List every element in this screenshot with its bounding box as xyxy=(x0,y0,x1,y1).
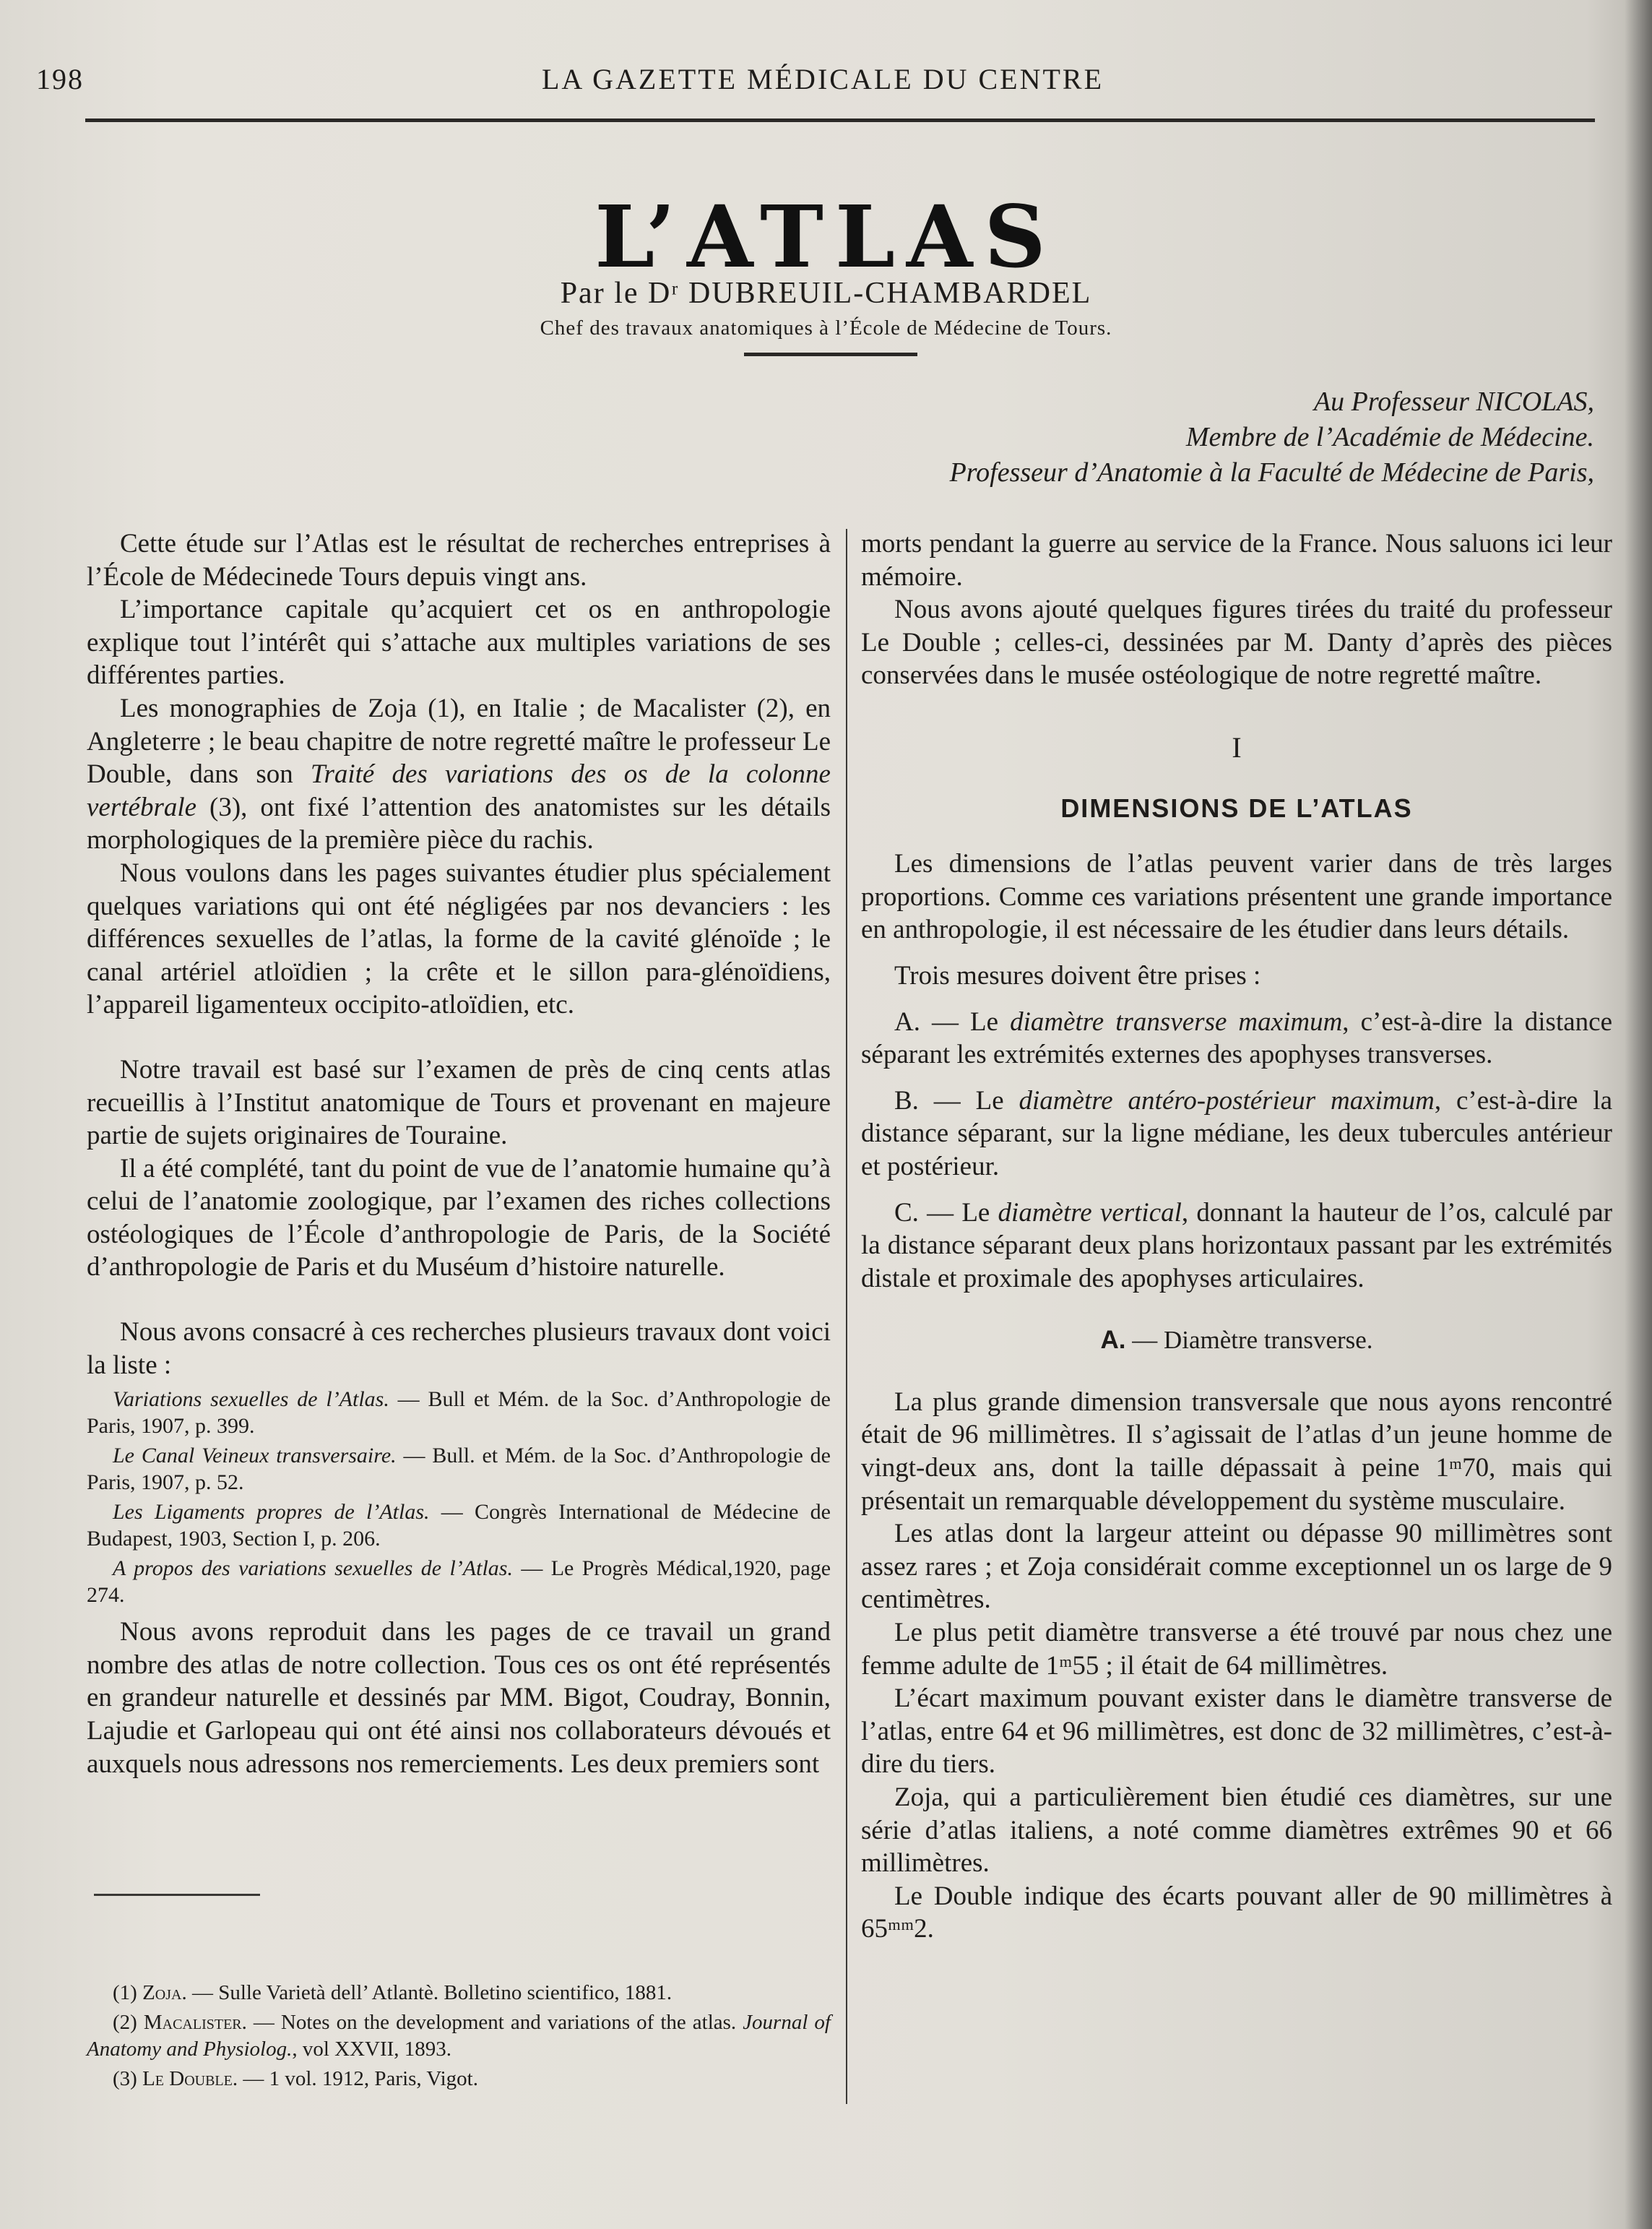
measure-term: diamètre antéro-postérieur maximum xyxy=(1019,1085,1435,1116)
paragraph: Le plus petit diamètre transverse a été trouvé par nous chez une femme adulte de 1ᵐ55 ; il était de 64 millimètres. xyxy=(861,1618,1612,1681)
bibliography-title: Variations sexuelles de l’Atlas. xyxy=(113,1387,389,1412)
footnote-mark: (3) xyxy=(113,2067,143,2090)
bibliography-item xyxy=(87,1499,831,1552)
paragraph: Les atlas dont la largeur atteint ou dépasse 90 millimètres sont assez rares ; et Zoja considérait comme exceptionnel un os large de 9 centimètres. xyxy=(861,1519,1612,1615)
text-run: (3), ont fixé l’attention des anatomistes sur les détails morphologiques de la première pièce du rachis. xyxy=(87,792,831,855)
footnote-text: , vol XXVII, 1893. xyxy=(292,2038,452,2061)
paragraph: Les dimensions de l’atlas peuvent varier dans de très larges proportions. Comme ces variations présentent une grande importance en anthropologie, il est nécessaire de les étudier dans leurs détails. xyxy=(861,849,1612,945)
paragraph: Nous avons consacré à ces recherches plusieurs travaux dont voici la liste : xyxy=(87,1317,831,1380)
paragraph: Notre travail est basé sur l’examen de près de cinq cents atlas recueillis à l’Institut anatomique de Tours et provenant en majeure partie de sujets originaires de Touraine. xyxy=(87,1054,831,1151)
footnote-text: — Sulle Varietà dell’ Atlantè. Bolletino scientifico, 1881. xyxy=(186,1981,673,2004)
footnote xyxy=(87,2009,831,2063)
text-run: A. — Le xyxy=(894,1006,1011,1037)
footnote-author: Zoja. xyxy=(142,1981,187,2004)
journal-title: LA GAZETTE MÉDICALE DU CENTRE xyxy=(542,63,1104,95)
measure-c xyxy=(861,1197,1612,1295)
footnote-journal: Journal of Anatomy and Physiolog. xyxy=(87,2011,831,2061)
bibliography-reference: — Congrès International de Médecine de Budapest, 1903, Section I, p. 206. xyxy=(87,1500,831,1551)
footnote xyxy=(87,1980,831,2006)
subsection-title: — Diamètre transverse. xyxy=(1125,1326,1373,1355)
dedication-line: Au Professeur NICOLAS, xyxy=(1313,387,1594,417)
bibliography-title: A propos des variations sexuelles de l’Atlas. xyxy=(113,1556,513,1581)
page-number: 198 xyxy=(36,63,84,95)
bibliography-reference: — Bull et Mém. de la Soc. d’Anthropologie de Paris, 1907, p. 399. xyxy=(87,1387,831,1439)
footnote-author: Le Double. xyxy=(142,2067,238,2090)
paragraph: La plus grande dimension transversale que nous ayons rencontré était de 96 millimètres. Il s’agissait de l’atlas d’un jeune homme de vingt-deux ans, dont la taille dépassait à peine 1ᵐ70, mais qui présentait un remarquable développement du système musculaire. xyxy=(861,1387,1612,1516)
footnote-mark: (2) xyxy=(113,2011,144,2034)
bibliography-title: Le Canal Veineux transversaire. xyxy=(113,1444,397,1468)
bibliography-item xyxy=(87,1555,831,1608)
bibliography-title: Les Ligaments propres de l’Atlas. xyxy=(113,1500,430,1525)
text-run: , c’est-à-dire la distance séparant, sur la ligne médiane, les deux tubercules antérieur et postérieur. xyxy=(861,1085,1613,1181)
dedication-line: Professeur d’Anatomie à la Faculté de Médecine de Paris, xyxy=(949,457,1594,488)
measure-a xyxy=(861,1006,1612,1072)
paragraph: Trois mesures doivent être prises : xyxy=(894,960,1261,991)
header-rule xyxy=(85,118,1595,122)
footnote-mark: (1) xyxy=(113,1981,143,2004)
text-run: C. — Le xyxy=(894,1197,998,1228)
italic-title: Traité des variations des os de la colonne vertébrale xyxy=(87,759,831,822)
author-affiliation: Chef des travaux anatomiques à l’École de Médecine de Tours. xyxy=(540,316,1112,340)
paragraph: Nous voulons dans les pages suivantes étudier plus spécialement quelques variations qui ont été négligées par nos devanciers : les différences sexuelles de l’atlas, la forme de la cavité glénoïde ; le canal artériel atloïdien ; la crête et le sillon para-glénoïdiens, l’appareil ligamenteux occipito-atloïdien, etc. xyxy=(87,858,831,1020)
article-title: L’ATLAS xyxy=(594,186,1058,287)
paragraph: Il a été complété, tant du point de vue de l’anatomie humaine qu’à celui de l’anatomie zoologique, par l’examen des riches collections ostéologiques de l’École d’anthropologie de Paris, de la Société d’anthropologie de Paris et du Muséum d’histoire naturelle. xyxy=(87,1153,831,1282)
section-title: DIMENSIONS DE L’ATLAS xyxy=(1060,793,1413,823)
dedication-line: Membre de l’Académie de Médecine. xyxy=(1185,422,1594,452)
footnote-author: Macalister. xyxy=(143,2011,247,2034)
text-run: , donnant la hauteur de l’os, calculé par la distance séparant deux plans horizontaux passant par les extrémités distale et proximale des apophyses articulaires. xyxy=(861,1197,1613,1293)
running-head xyxy=(36,62,1596,105)
measure-b xyxy=(861,1085,1612,1184)
subsection-heading xyxy=(861,1324,1612,1357)
text-run: , c’est-à-dire la distance séparant les extrémités externes des apophyses transverses. xyxy=(861,1006,1612,1070)
subsection-letter: A. xyxy=(1100,1326,1126,1355)
bibliography-list xyxy=(87,1386,831,1608)
paragraph: Cette étude sur l’Atlas est le résultat de recherches entreprises à l’École de Médecinede Tours depuis vingt ans. xyxy=(87,529,831,592)
footnote-text: — 1 vol. 1912, Paris, Vigot. xyxy=(238,2067,478,2090)
paragraph: L’importance capitale qu’acquiert cet os en anthropologie explique tout l’intérêt qui s’attache aux multiples variations de ses différentes parties. xyxy=(87,595,831,691)
footnotes xyxy=(87,1980,831,2095)
left-column xyxy=(87,527,831,1780)
bibliography-reference: — Bull. et Mém. de la Soc. d’Anthropologie de Paris, 1907, p. 52. xyxy=(87,1444,831,1495)
title-rule xyxy=(744,353,917,356)
section-number: I xyxy=(1232,730,1242,764)
article-byline: Par le Dʳ DUBREUIL-CHAMBARDEL xyxy=(560,277,1092,310)
paragraph: Nous avons reproduit dans les pages de ce travail un grand nombre des atlas de notre collection. Tous ces os ont été représentés en grandeur naturelle et dessinés par MM. Bigot, Coudray, Bonnin, Lajudie et Garlopeau qui ont été ainsi nos collaborateurs dévoués et auxquels nous adressons nos remerciements. Les deux premiers sont xyxy=(87,1617,831,1779)
footnote-text: — Notes on the development and variations of the atlas. xyxy=(246,2011,743,2034)
paragraph: L’écart maximum pouvant exister dans le diamètre transverse de l’atlas, entre 64 et 96 millimètres, est donc de 32 millimètres, c’est-à-dire du tiers. xyxy=(861,1683,1612,1780)
bibliography-item xyxy=(87,1442,831,1496)
bibliography-reference: — Le Progrès Médical,1920, page 274. xyxy=(87,1556,831,1608)
bibliography-item xyxy=(87,1386,831,1439)
paragraph xyxy=(87,692,831,857)
measure-term: diamètre transverse maximum xyxy=(1010,1006,1343,1037)
paragraph: morts pendant la guerre au service de la France. Nous saluons ici leur mémoire. xyxy=(861,529,1612,592)
dedication xyxy=(583,384,1594,491)
paragraph: Nous avons ajouté quelques figures tirées du traité du professeur Le Double ; celles-ci, dessinées par M. Danty d’après des pièces conservées dans le musée ostéologique de notre regretté maître. xyxy=(861,595,1612,691)
footnote-rule xyxy=(94,1894,260,1896)
footnote xyxy=(87,2066,831,2092)
column-divider xyxy=(846,529,847,2104)
paragraph: Zoja, qui a particulièrement bien étudié ces diamètres, sur une série d’atlas italiens, a noté comme diamètres extrêmes 90 et 66 millimètres. xyxy=(861,1782,1612,1879)
text-run: Les monographies de Zoja (1), en Italie ; de Macalister (2), en Angleterre ; le beau chapitre de notre regretté maître le professeur Le Double, dans son xyxy=(87,693,831,790)
text-run: B. — Le xyxy=(894,1085,1019,1116)
right-column xyxy=(861,527,1612,1946)
measure-term: diamètre vertical xyxy=(998,1197,1182,1228)
paragraph: Le Double indique des écarts pouvant aller de 90 millimètres à 65ᵐᵐ2. xyxy=(861,1881,1612,1944)
